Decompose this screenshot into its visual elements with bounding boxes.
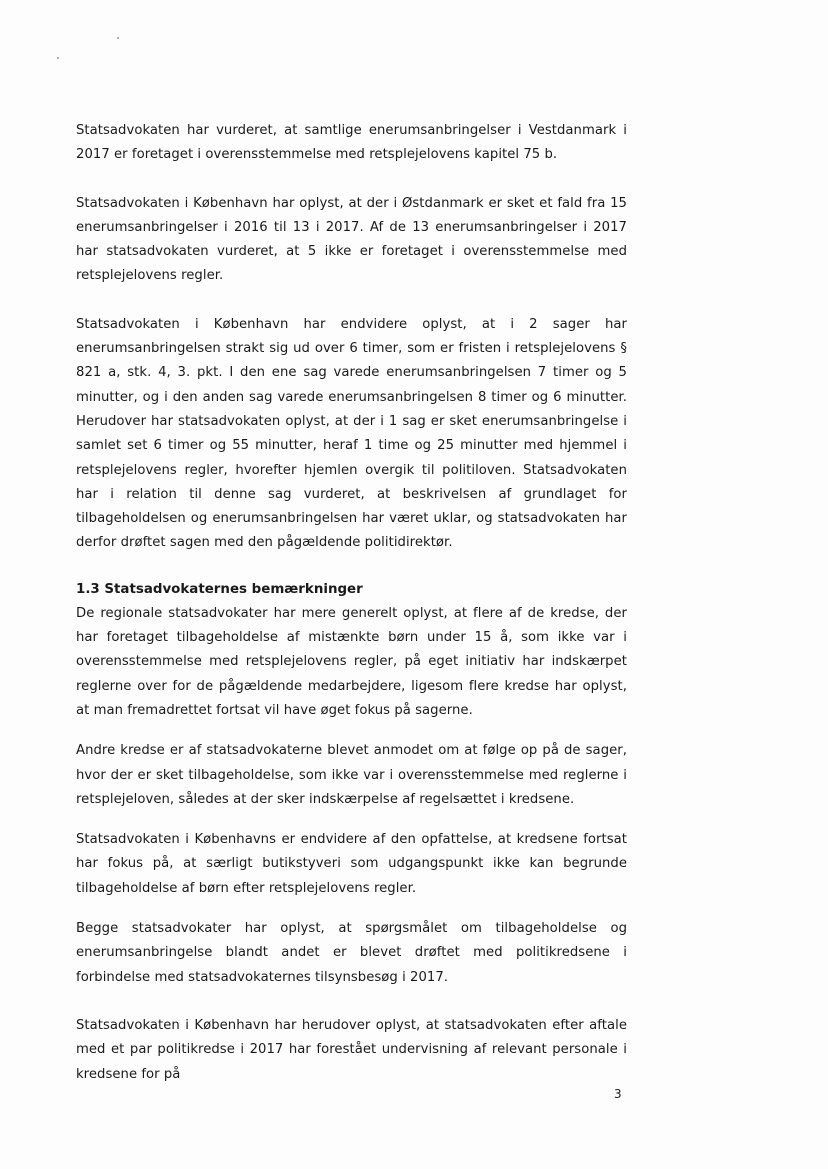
document-body bbox=[76, 119, 627, 1087]
paragraph: Statsadvokaten i København har oplyst, at der i Østdanmark er sket et fald fra 15 enerumsanbringelser i 2016 til 13 i 2017. Af de 13 enerumsanbringelser i 2017 har statsadvokaten vurderet, at 5 ikke er foretaget i overensstemmelse med retsplejelovens regler. bbox=[76, 195, 627, 284]
section-heading: 1.3 Statsadvokaternes bemærkninger bbox=[76, 581, 363, 597]
paragraph: Statsadvokaten har vurderet, at samtlige enerumsanbringelser i Vestdanmark i 2017 er foretaget i overensstemmelse med retsplejelovens kapitel 75 b. bbox=[76, 123, 627, 163]
scan-speck bbox=[57, 57, 59, 59]
paragraph: Andre kredse er af statsadvokaterne blevet anmodet om at følge op på de sager, hvor der er sket tilbageholdelse, som ikke var i overensstemmelse med reglerne i retsplejeloven, således at der sker indskærpelse af regelsættet i kredsene. bbox=[76, 743, 627, 807]
paragraph: Statsadvokaten i København har endvidere oplyst, at i 2 sager har enerumsanbringelsen strakt sig ud over 6 timer, som er fristen i retsplejelovens § 821 a, stk. 4, 3. pkt. I den ene sag varede enerumsanbringelsen 7 timer og 5 minutter, og i den anden sag varede enerumsanbringelsen 8 timer og 6 minutter. Herudover har statsadvokaten oplyst, at der i 1 sag er sket enerumsanbringelse i samlet set 6 timer og 55 minutter, heraf 1 time og 25 minutter med hjemmel i retsplejelovens regler, hvorefter hjemlen overgik til politiloven. Statsadvokaten har i relation til denne sag vurderet, at beskrivelsen af grundlaget for tilbageholdelsen og enerumsanbringelsen har været uklar, og statsadvokaten har derfor drøftet sagen med den pågældende politidirektør. bbox=[76, 316, 627, 551]
paragraph: Statsadvokaten i Københavns er endvidere af den opfattelse, at kredsene fortsat har fokus på, at særligt butikstyveri som udgangspunkt ikke kan begrunde tilbageholdelse af børn efter retsplejelovens regler. bbox=[76, 832, 627, 896]
paragraph: Statsadvokaten i København har herudover oplyst, at statsadvokaten efter aftale med et par politikredse i 2017 har forestået undervisning af relevant personale i kredsene for på bbox=[76, 1017, 627, 1082]
page-number: 3 bbox=[614, 1087, 622, 1101]
scan-speck bbox=[117, 37, 119, 39]
paragraph: De regionale statsadvokater har mere generelt oplyst, at flere af de kredse, der har foretaget tilbageholdelse af mistænkte børn under 15 å, som ikke var i overensstemmelse med retsplejelovens regler, på eget initiativ har indskærpet reglerne over for de pågældende medarbejdere, ligesom flere kredse har oplyst, at man fremadrettet fortsat vil have øget fokus på sagerne. bbox=[76, 605, 627, 718]
paragraph: Begge statsadvokater har oplyst, at spørgsmålet om tilbageholdelse og enerumsanbringelse blandt andet er blevet drøftet med politikredsene i forbindelse med statsadvokaternes tilsynsbesøg i 2017. bbox=[76, 921, 627, 985]
